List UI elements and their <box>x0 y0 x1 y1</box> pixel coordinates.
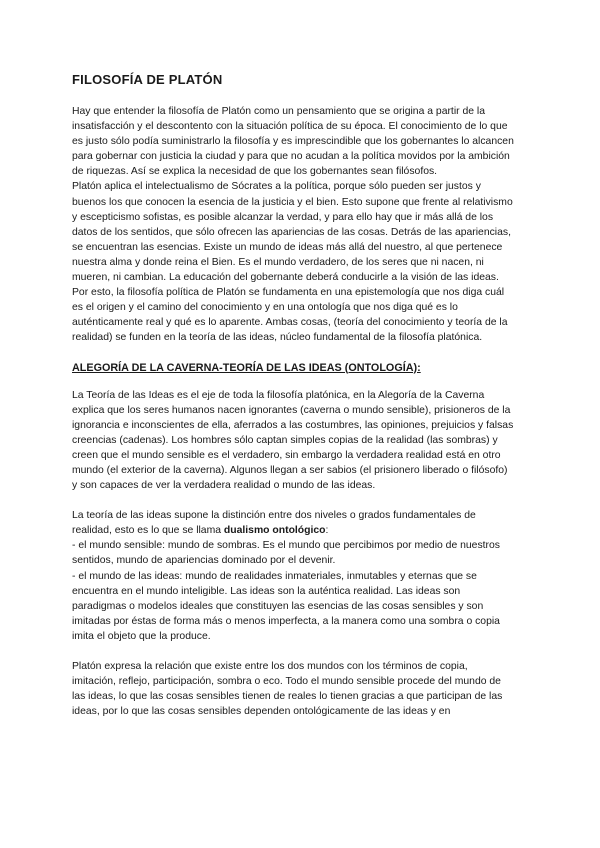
list-item-mundo-ideas: - el mundo de las ideas: mundo de realidades inmateriales, inmutables y eternas que se encuentra en el mundo inteligible. Las ideas son la auténtica realidad. Las ideas son paradigmas o modelos ideales que constituyen las esencias de las cosas sensibles y son imitadas por éstas de forma más o menos imperfecta, a la manera como una sombra o copia imita el objeto que la produce. <box>72 570 500 642</box>
paragraph-2-tail: : <box>325 525 329 537</box>
section-paragraph-3: Platón expresa la relación que existe entre los dos mundos con los términos de copia, imitación, reflejo, participación, sombra o eco. Todo el mundo sensible procede del mundo de las ideas, lo que las cosas sensibles tienen de reales lo tienen gracias a que participan de las ideas, por lo que las cosas sensibles dependen ontológicamente de las ideas y en <box>72 661 503 718</box>
section-paragraph-1: La Teoría de las Ideas es el eje de toda la filosofía platónica, en la Alegoría de la Caverna explica que los seres humanos nacen ignorantes (caverna o mundo sensible), prisioneros de la ignorancia e inconscientes de ella, aferrados a las costumbres, las opiniones, prejuicios y falsas creencias (cadenas). Los hombres sólo captan simples copias de la realidad (las sombras) y creen que el mundo sensible es el verdadero, sin embargo la verdadera realidad está en otro mundo (el exterior de la caverna). Algunos llegan a ser sabios (el prisionero liberado o filósofo) y son capaces de ver la verdadera realidad o mundo de las ideas. <box>72 389 514 492</box>
paragraph-gap <box>72 493 514 508</box>
dualismo-ontologico-term: dualismo ontológico <box>223 525 326 537</box>
section-heading: ALEGORÍA DE LA CAVERNA-TEORÍA DE LAS IDEAS (ONTOLOGÍA): <box>72 361 421 374</box>
paragraph-gap <box>72 644 514 659</box>
intro-paragraph-1: Hay que entender la filosofía de Platón como un pensamiento que se origina a partir de la insatisfacción y el descontento con la situación política de su época. El conocimiento de lo que es justo sólo podía suministrarlo la filosofía y es imprescindible que los gobernantes lo alcancen para gobernar con justicia la ciudad y para que no acudan a la política movidos por la ambición de riquezas. Así se explica la necesidad de que los gobernantes sean filósofos. <box>72 106 514 178</box>
document-title: FILOSOFÍA DE PLATÓN <box>72 72 223 87</box>
paragraph-2-lead: La teoría de las ideas supone la distinción entre dos niveles o grados fundamentales de realidad, esto es lo que se llama <box>72 510 476 537</box>
list-item-mundo-sensible: - el mundo sensible: mundo de sombras. Es el mundo que percibimos por medio de nuestros sentidos, mundo de apariencias dominado por el devenir. <box>72 540 500 567</box>
intro-paragraph-2: Platón aplica el intelectualismo de Sócrates a la política, porque sólo pueden ser justos y buenos los que conocen la esencia de la justicia y el bien. Esto supone que frente al relativismo y escepticismo sofistas, es posible alcanzar la verdad, y para ello hay que ir más allá de los datos de los sentidos, que sólo ofrecen las apariencias de las cosas. Detrás de las apariencias, se encuentran las esencias. Existe un mundo de ideas más allá del nuestro, al que pertenece nuestra alma y donde reina el Bien. Es el mundo verdadero, de los seres que ni nacen, ni mueren, ni cambian. La educación del gobernante deberá conducirle a la visión de las ideas. Por esto, la filosofía política de Platón se fundamenta en una epistemología que nos diga cuál es el origen y el camino del conocimiento y en una ontología que nos diga qué es lo auténticamente real y qué es lo aparente. Ambas cosas, (teoría del conocimiento y teoría de la realidad) se funden en la teoría de las ideas, núcleo fundamental de la filosofía platónica. <box>72 181 513 344</box>
section-paragraph-2 <box>72 508 514 538</box>
